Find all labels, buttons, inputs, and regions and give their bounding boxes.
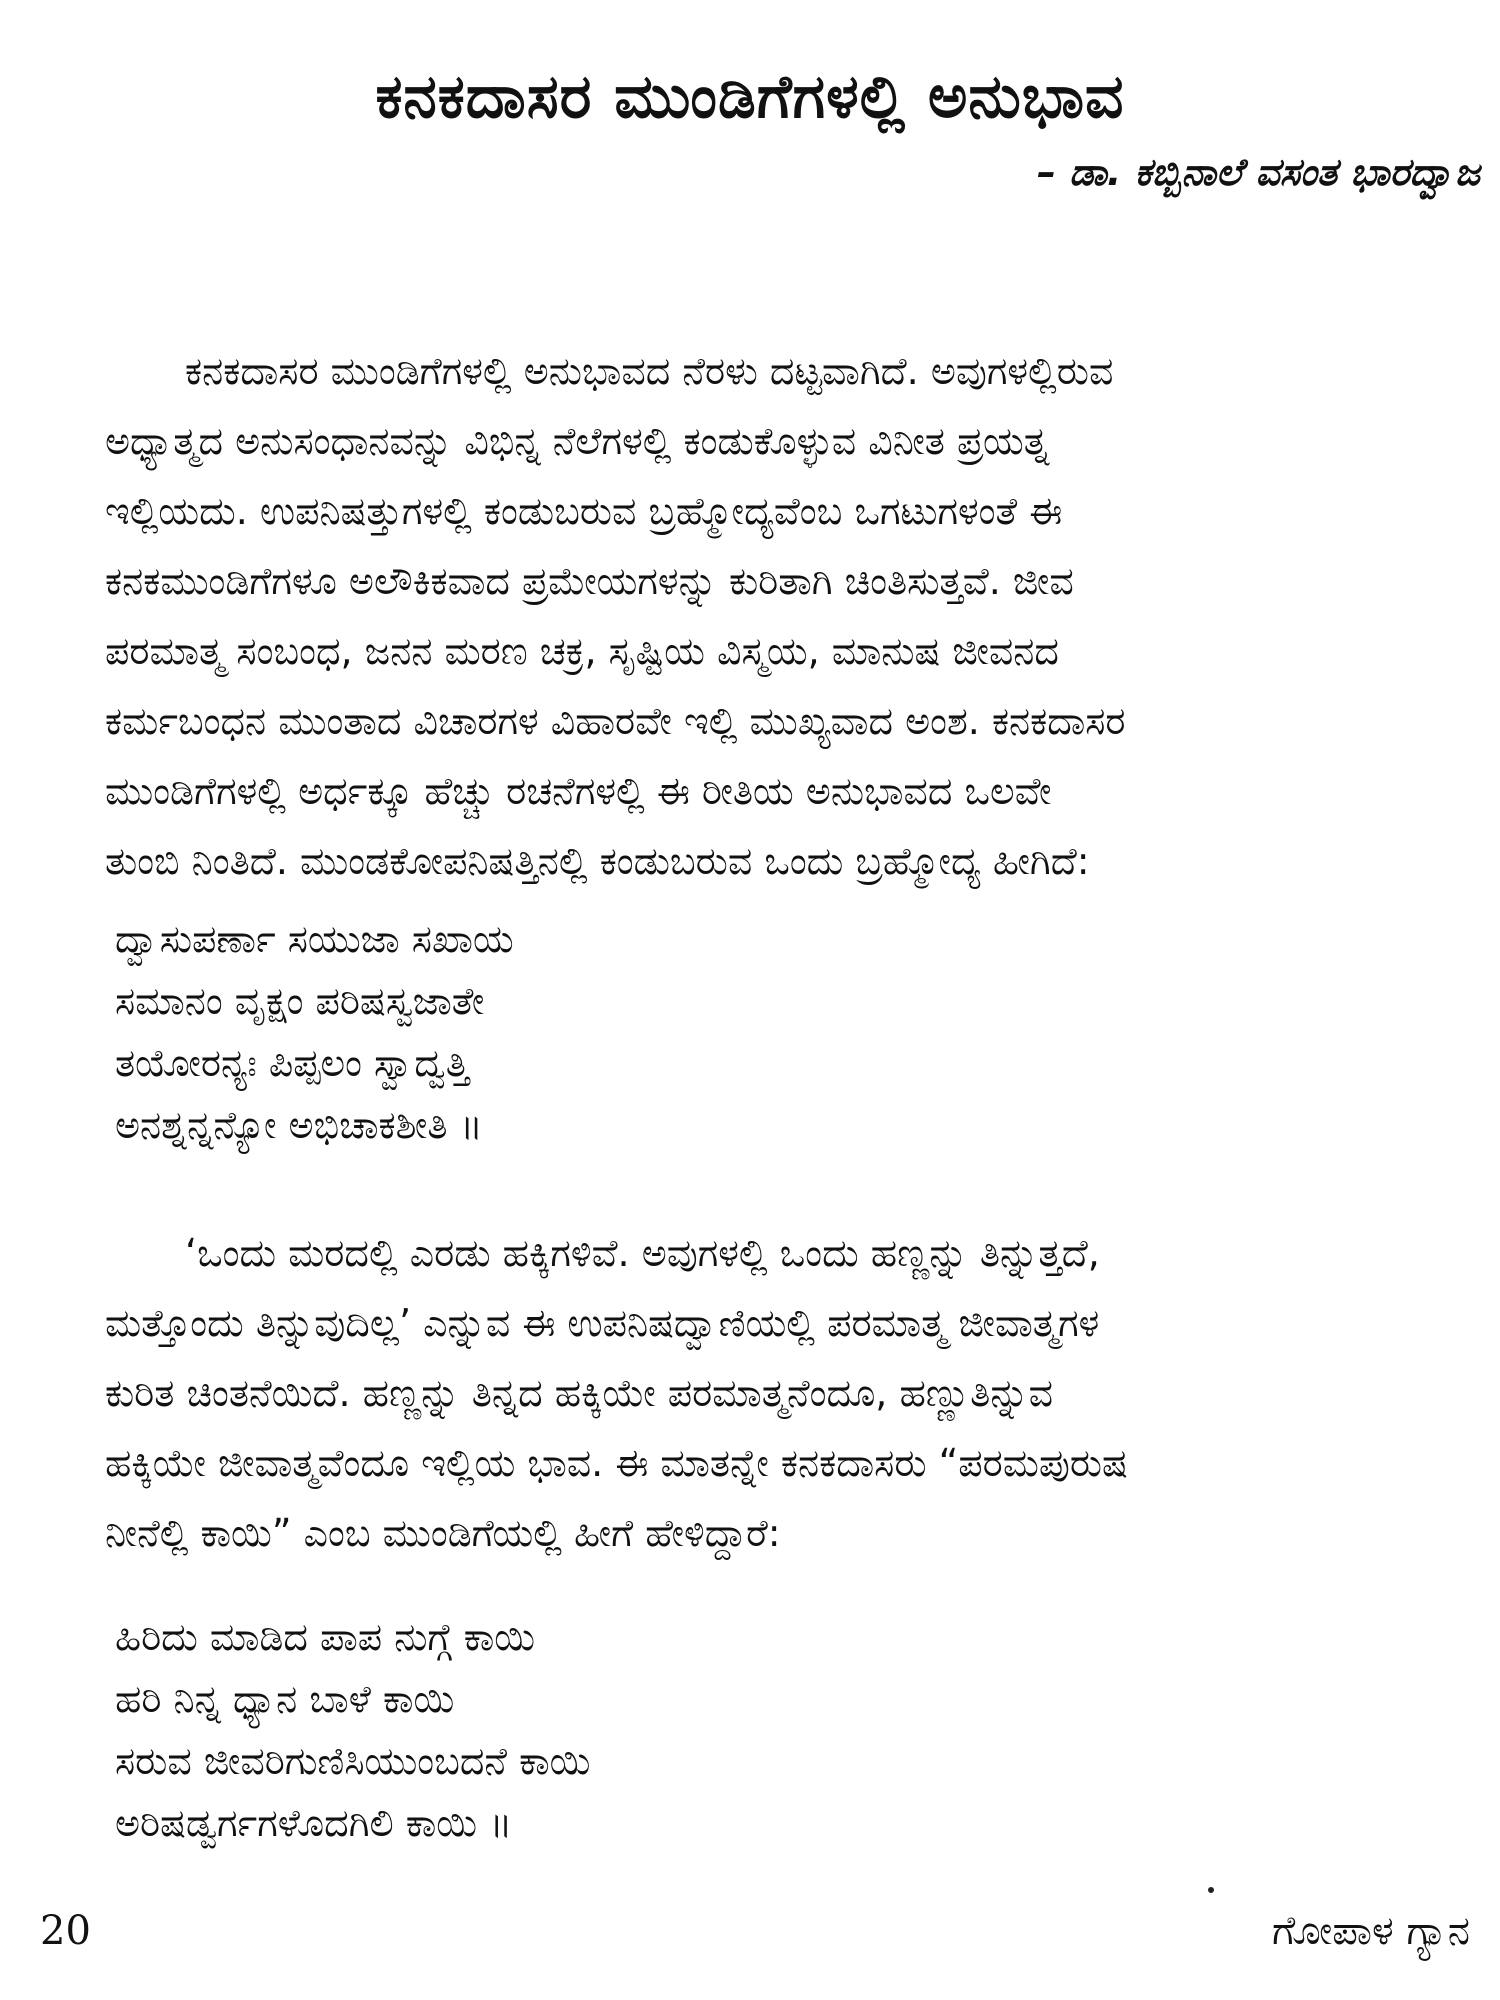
verse-line: ಅರಿಷಡ್ವರ್ಗಗಳೊದಗಿಲಿ ಕಾಯಿ ॥ [115, 1801, 513, 1845]
text-line: ಮತ್ತೊಂದು ತಿನ್ನುವುದಿಲ್ಲ’ ಎನ್ನುವ ಈ ಉಪನಿಷದ್ವಾಣಿಯಲ್ಲಿ ಪರಮಾತ್ಮ ಜೀವಾತ್ಮಗಳ [105, 1301, 1100, 1345]
text-line: ಮುಂಡಿಗೆಗಳಲ್ಲಿ ಅರ್ಧಕ್ಕೂ ಹೆಚ್ಚು ರಚನೆಗಳಲ್ಲಿ ಈ ರೀತಿಯ ಅನುಭಾವದ ಒಲವೇ [105, 769, 1052, 813]
author-line: – ಡಾ. ಕಬ್ಬಿನಾಲೆ ವಸಂತ ಭಾರದ್ವಾಜ [1037, 150, 1480, 194]
paragraph-1 [105, 336, 1480, 896]
text-line: ಇಲ್ಲಿಯದು. ಉಪನಿಷತ್ತುಗಳಲ್ಲಿ ಕಂಡುಬರುವ ಬ್ರಹ್ಮೋದ್ಯವೆಂಬ ಒಗಟುಗಳಂತೆ ಈ [105, 489, 1063, 533]
publication-title: ಗೋಪಾಳ ಗ್ಯಾನ [1272, 1908, 1470, 1954]
verse-line: ತಯೋರನ್ಯಃ ಪಿಪ್ಪಲಂ ಸ್ವಾದ್ವತ್ತಿ [115, 1041, 470, 1085]
verse-2 [115, 1606, 590, 1854]
text-line: ಪರಮಾತ್ಮ ಸಂಬಂಧ, ಜನನ ಮರಣ ಚಕ್ರ, ಸೃಷ್ಟಿಯ ವಿಸ್ಮಯ, ಮಾನುಷ ಜೀವನದ [105, 629, 1059, 673]
verse-line: ಅನಶ್ನನ್ನನ್ಯೋ ಅಭಿಚಾಕಶೀತಿ ॥ [115, 1103, 483, 1147]
text-line: ‘ಒಂದು ಮರದಲ್ಲಿ ಎರಡು ಹಕ್ಕಿಗಳಿವೆ. ಅವುಗಳಲ್ಲಿ ಒಂದು ಹಣ್ಣನ್ನು ತಿನ್ನುತ್ತದೆ, [185, 1231, 1100, 1275]
text-line: ಅಧ್ಯಾತ್ಮದ ಅನುಸಂಧಾನವನ್ನು ವಿಭಿನ್ನ ನೆಲೆಗಳಲ್ಲಿ ಕಂಡುಕೊಳ್ಳುವ ವಿನೀತ ಪ್ರಯತ್ನ [105, 419, 1050, 463]
text-line: ಕರ್ಮಬಂಧನ ಮುಂತಾದ ವಿಚಾರಗಳ ವಿಹಾರವೇ ಇಲ್ಲಿ ಮುಖ್ಯವಾದ ಅಂಶ. ಕನಕದಾಸರ [105, 699, 1126, 743]
verse-line: ಹಿರಿದು ಮಾಡಿದ ಪಾಪ ನುಗ್ಗೆ ಕಾಯಿ [115, 1615, 536, 1659]
decorative-dot [1208, 1887, 1214, 1893]
verse-line: ಸಮಾನಂ ವೃಕ್ಷಂ ಪರಿಷಸ್ವಜಾತೇ [115, 979, 485, 1023]
article-title: ಕನಕದಾಸರ ಮುಂಡಿಗೆಗಳಲ್ಲಿ ಅನುಭಾವ [375, 62, 1125, 132]
verse-line: ದ್ವಾಸುಪರ್ಣಾ ಸಯುಜಾ ಸಖಾಯ [115, 917, 514, 961]
verse-1 [115, 908, 514, 1156]
text-line: ಕನಕದಾಸರ ಮುಂಡಿಗೆಗಳಲ್ಲಿ ಅನುಭಾವದ ನೆರಳು ದಟ್ಟವಾಗಿದೆ. ಅವುಗಳಲ್ಲಿರುವ [185, 349, 1114, 393]
text-line: ಕನಕಮುಂಡಿಗೆಗಳೂ ಅಲೌಕಿಕವಾದ ಪ್ರಮೇಯಗಳನ್ನು ಕುರಿತಾಗಿ ಚಿಂತಿಸುತ್ತವೆ. ಜೀವ [105, 559, 1074, 603]
text-line: ಹಕ್ಕಿಯೇ ಜೀವಾತ್ಮವೆಂದೂ ಇಲ್ಲಿಯ ಭಾವ. ಈ ಮಾತನ್ನೇ ಕನಕದಾಸರು “ಪರಮಪುರುಷ [105, 1441, 1128, 1485]
text-line: ಕುರಿತ ಚಿಂತನೆಯಿದೆ. ಹಣ್ಣನ್ನು ತಿನ್ನದ ಹಕ್ಕಿಯೇ ಪರಮಾತ್ಮನೆಂದೂ, ಹಣ್ಣುತಿನ್ನುವ [105, 1371, 1054, 1415]
text-line: ತುಂಬಿ ನಿಂತಿದೆ. ಮುಂಡಕೋಪನಿಷತ್ತಿನಲ್ಲಿ ಕಂಡುಬರುವ ಒಂದು ಬ್ರಹ್ಮೋದ್ಯ ಹೀಗಿದೆ: [105, 839, 1090, 883]
verse-line: ಸರುವ ಜೀವರಿಗುಣಿಸಿಯುಂಬದನೆ ಕಾಯಿ [115, 1739, 591, 1783]
text-line: ನೀನೆಲ್ಲಿ ಕಾಯಿ” ಎಂಬ ಮುಂಡಿಗೆಯಲ್ಲಿ ಹೀಗೆ ಹೇಳಿದ್ದಾರೆ: [105, 1511, 781, 1555]
verse-line: ಹರಿ ನಿನ್ನ ಧ್ಯಾನ ಬಾಳೆ ಕಾಯಿ [115, 1677, 455, 1721]
page-number: 20 [40, 1908, 91, 1954]
paragraph-2 [105, 1218, 1480, 1568]
